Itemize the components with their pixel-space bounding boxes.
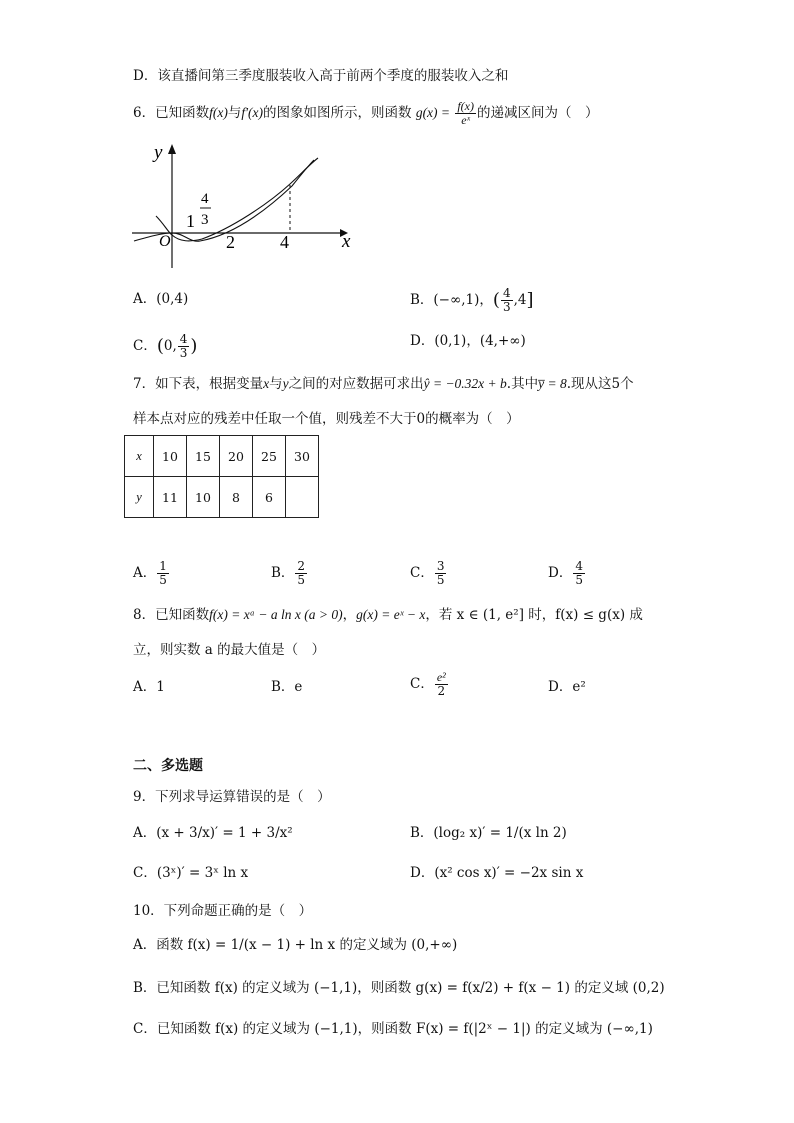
q7-option-b[interactable] [271, 560, 308, 587]
q7-b-frac [295, 560, 307, 587]
q9-option-d[interactable]: D．(x² cos x)′ = −2x sin x [410, 865, 584, 881]
q10-option-a[interactable]: A．函数 f(x) = 1/(x − 1) + ln x 的定义域为 (0,+∞) [133, 937, 458, 953]
q6-stem [133, 100, 598, 127]
q6-c-den: 3 [179, 346, 188, 360]
q8-line1: 8．已知函数f(x) = xᵃ − a ln x (a > 0)，g(x) = eˣ − x，若 x ∈ (1, e²] 时，f(x) ≤ g(x) 成 [133, 607, 643, 623]
q5-option-d: D．该直播间第三季度服装收入高于前两个季度的服装收入之和 [133, 68, 509, 84]
table-cell: x [125, 436, 154, 477]
q9-stem: 9．下列求导运算错误的是（ ） [133, 789, 331, 805]
q10-option-b[interactable]: B．已知函数 f(x) 的定义域为 (−1,1)，则函数 g(x) = f(x/2) + f(x − 1) 的定义域 (0,2) [133, 980, 665, 996]
q8-option-b[interactable]: B．e [271, 679, 303, 695]
q6-fp: f′(x) [241, 105, 264, 120]
q8-option-c[interactable] [410, 671, 449, 698]
table-cell: 20 [220, 436, 253, 477]
q7-a-num: 1 [159, 559, 167, 573]
label-origin: O [159, 233, 171, 250]
table-cell: 8 [220, 477, 253, 518]
q8-option-a[interactable]: A．1 [133, 679, 165, 695]
table-cell: y [125, 477, 154, 518]
table-cell: 30 [286, 436, 319, 477]
q8-c-num: e² [436, 670, 446, 684]
q7-d-den: 5 [575, 573, 583, 587]
table-row-y [125, 477, 319, 518]
q7-post: .其中 [506, 376, 539, 392]
q7-line1 [133, 374, 634, 394]
table-cell: 15 [187, 436, 220, 477]
q8-line2: 立，则实数 a 的最大值是（ ） [133, 642, 326, 658]
q8-option-d[interactable]: D．e² [548, 679, 586, 695]
q6-stem-post: 的递减区间为（ ） [476, 105, 599, 121]
q7-line2: 样本点对应的残差中任取一个值，则残差不大于0的概率为（ ） [133, 411, 520, 427]
q8-pre: 8．已知函数 [133, 607, 210, 623]
q7-option-d[interactable] [548, 560, 586, 587]
q6-f: f(x) [209, 105, 228, 120]
q7-ybar: y̅ = 8 [538, 376, 567, 391]
table-cell [286, 477, 319, 518]
q6-b-frac [501, 287, 513, 314]
q6-option-b[interactable]: B．(−∞,1)，( $\frac{4}{3}$ ,4] [410, 286, 534, 314]
q7-a-den: 5 [159, 573, 167, 587]
curve-fprime [156, 158, 318, 241]
label-two: 2 [226, 232, 235, 252]
q10-stem: 10．下列命题正确的是（ ） [133, 903, 313, 919]
q6-g-fraction [455, 100, 476, 127]
label-x: x [342, 231, 351, 252]
q10-option-c[interactable]: C．已知函数 f(x) 的定义域为 (−1,1)，则函数 F(x) = f(|2ˣ − 1|) 的定义域为 (−∞,1) [133, 1021, 653, 1037]
q7-a-frac [157, 560, 169, 587]
q6-option-c[interactable]: C．(0, $\frac{4}{3}$ ) [133, 332, 198, 360]
q6-b-post: ,4 [513, 292, 527, 308]
q6-g: g(x) = [415, 105, 451, 120]
q7-c-num: 3 [436, 559, 445, 573]
q7-pre: 7．如下表，根据变量 [133, 376, 264, 392]
q7-d-frac [573, 560, 585, 587]
q8-g-def: g(x) = eˣ − x [356, 607, 426, 622]
q8-c-label: C． [410, 676, 434, 692]
q6-option-a[interactable]: A．(0,4) [133, 291, 189, 307]
q8-f-def: f(x) = xᵃ − a ln x (a > 0) [209, 607, 343, 622]
q6-g-den: eˣ [461, 113, 471, 127]
q6-c-num: 4 [179, 332, 188, 346]
q8-c-frac [435, 671, 448, 698]
y-axis-arrow-icon [168, 144, 176, 154]
q8-cond: ，若 x ∈ (1, e²] 时，f(x) ≤ g(x) 成 [425, 607, 643, 623]
table-cell: 25 [253, 436, 286, 477]
q8-c-den: 2 [437, 684, 446, 698]
q7-a-label: A． [133, 565, 157, 581]
table-cell: 10 [187, 477, 220, 518]
q7-equation: ŷ = −0.32x + b [423, 376, 507, 391]
label-y: y [154, 142, 163, 163]
q7-option-c[interactable] [410, 560, 447, 587]
q6-graph [128, 140, 358, 275]
q6-c-frac [178, 333, 190, 360]
q7-option-a[interactable] [133, 560, 170, 587]
q7-b-den: 5 [297, 573, 306, 587]
q7-end: .现从这5个 [566, 376, 634, 392]
q7-b-label: B． [271, 565, 295, 581]
q9-option-c[interactable]: C．(3ˣ)′ = 3ˣ ln x [133, 865, 249, 881]
q9-option-b[interactable]: B．(log₂ x)′ = 1/(x ln 2) [410, 825, 567, 841]
q7-d-label: D． [548, 565, 573, 581]
table-cell: 11 [154, 477, 187, 518]
q6-b-pre: B．(−∞,1)， [410, 292, 493, 308]
q7-mid2: 之间的对应数据可求出 [288, 376, 424, 392]
q7-c-den: 5 [436, 573, 445, 587]
label-four-thirds-num: 4 [201, 191, 209, 207]
q9-option-a[interactable]: A．(x + 3/x)′ = 1 + 3/x² [133, 825, 293, 841]
q6-b-den: 3 [502, 300, 511, 314]
section-title-multi-choice: 二、多选题 [133, 758, 203, 774]
q6-stem-pre: 6．已知函数 [133, 105, 210, 121]
q7-c-frac [435, 560, 447, 587]
q7-d-num: 4 [575, 559, 583, 573]
label-four-thirds-den: 3 [201, 212, 209, 228]
q6-b-num: 4 [502, 286, 511, 300]
table-row-x [125, 436, 319, 477]
q6-g-num: f(x) [457, 99, 474, 113]
q7-mid: 与 [269, 376, 283, 392]
q7-x: x [263, 376, 270, 391]
q6-option-d[interactable]: D．(0,1)，(4,+∞) [410, 333, 526, 349]
q7-b-num: 2 [297, 559, 306, 573]
q7-table [124, 435, 319, 518]
table-cell: 6 [253, 477, 286, 518]
label-one: 1 [186, 211, 195, 231]
label-four: 4 [280, 232, 289, 252]
q6-stem-mid1: 与 [227, 105, 242, 121]
table-cell: 10 [154, 436, 187, 477]
q6-stem-mid2: 的图象如图所示，则函数 [263, 105, 412, 121]
q7-y: y [282, 376, 289, 391]
q7-c-label: C． [410, 565, 434, 581]
q6-c-pre: C． [133, 338, 157, 354]
